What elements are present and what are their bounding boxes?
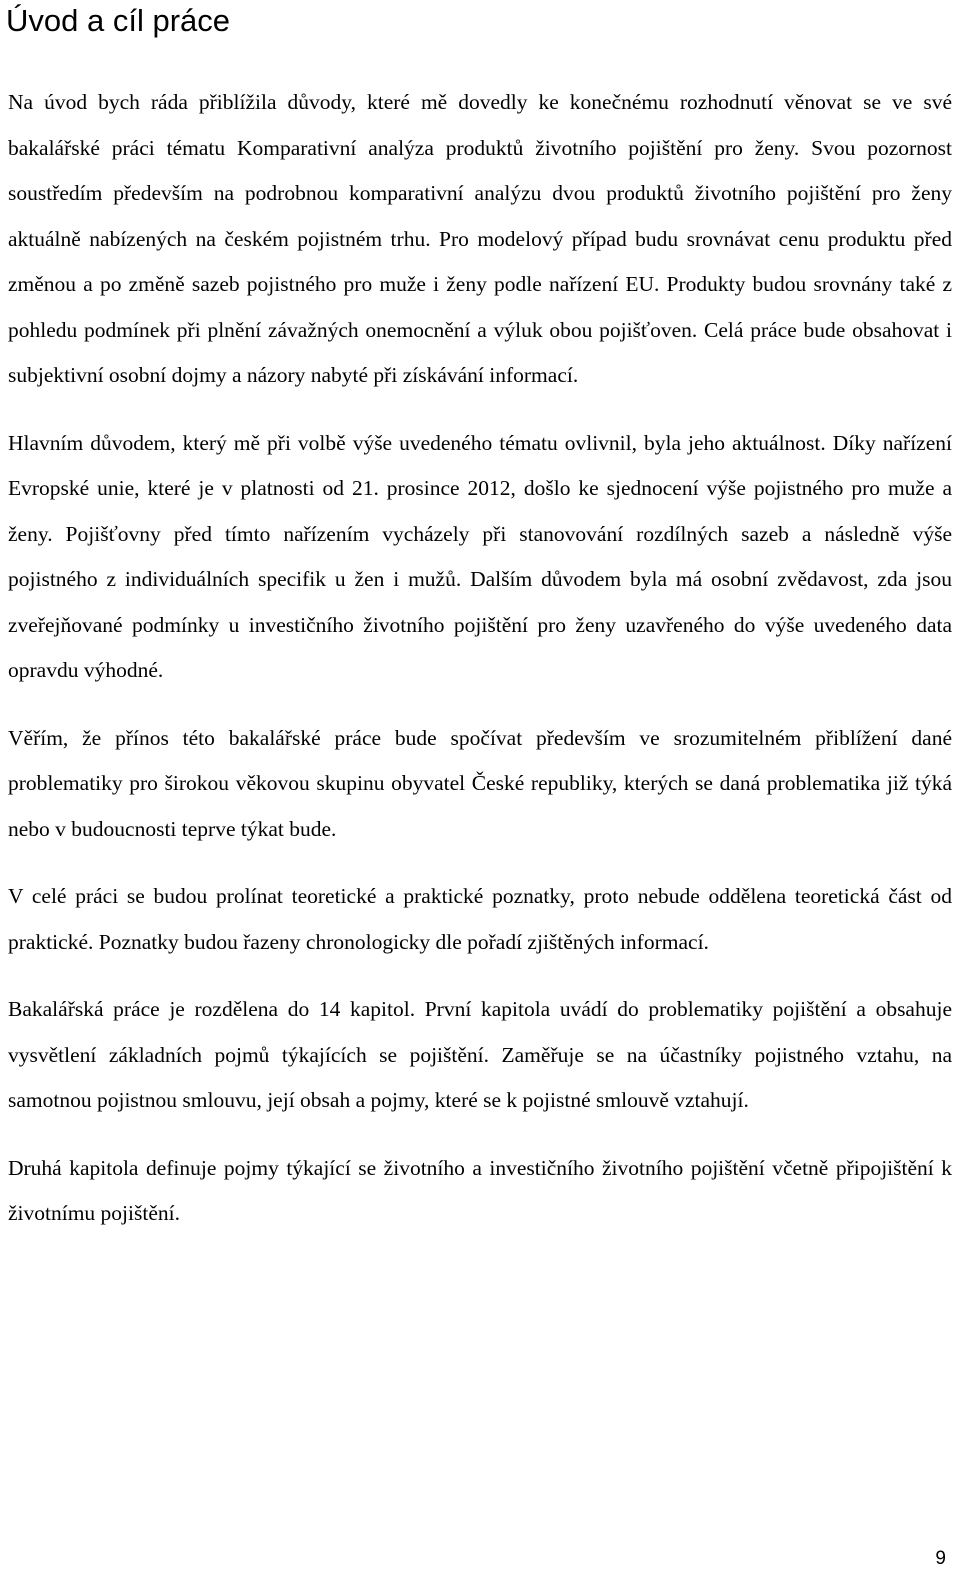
paragraph-second-chapter: Druhá kapitola definuje pojmy týkající se životního a investičního životního pojištění včetně připojištění k životnímu pojištění. — [8, 1155, 952, 1225]
paragraph-motivation: Hlavním důvodem, který mě při volbě výše uvedeného tématu ovlivnil, byla jeho aktuálnost. Díky nařízení Evropské unie, které je v platnosti od 21. prosince 2012, došlo ke sjednocení výše pojistného pro muže a ženy. Pojišťovny před tímto nařízením vycházely při stanovování rozdílných sazeb a následně výše pojistného z individuálních specifik u žen i mužů. Dalším důvodem byla má osobní zvědavost, zda jsou zveřejňované podmínky u investičního životního pojištění pro ženy uzavřeného do výše uvedeného data opravdu výhodné. — [8, 430, 952, 682]
paragraph-intro: Na úvod bych ráda přiblížila důvody, které mě dovedly ke konečnému rozhodnutí věnovat se ve své bakalářské práci tématu Komparativní analýza produktů životního pojištění pro ženy. Svou pozornost soustředím především na podrobnou komparativní analýzu dvou produktů životního pojištění pro ženy aktuálně nabízených na českém pojistném trhu. Pro modelový případ budu srovnávat cenu produktu před změnou a po změně sazeb pojistného pro muže i ženy podle nařízení EU. Produkty budou srovnány také z pohledu podmínek při plnění závažných onemocnění a výluk obou pojišťoven. Celá práce bude obsahovat i subjektivní osobní dojmy a názory nabyté při získávání informací. — [8, 90, 952, 387]
paragraph-chapters: Bakalářská práce je rozdělena do 14 kapitol. První kapitola uvádí do problematiky pojištění a obsahuje vysvětlení základních pojmů týkajících se pojištění. Zaměřuje se na účastníky pojistného vztahu, na samotnou pojistnou smlouvu, její obsah a pojmy, které se k pojistné smlouvě vztahují. — [8, 997, 952, 1112]
paragraph-structure: V celé práci se budou prolínat teoretické a praktické poznatky, proto nebude oddělena teoretická část od praktické. Poznatky budou řazeny chronologicky dle pořadí zjištěných informací. — [8, 884, 952, 954]
page-number: 9 — [935, 1548, 946, 1569]
paragraph-contribution: Věřím, že přínos této bakalářské práce bude spočívat především ve srozumitelném přiblížení dané problematiky pro širokou věkovou skupinu obyvatel České republiky, kterých se daná problematika již týká nebo v budoucnosti teprve týkat bude. — [8, 725, 952, 841]
section-heading: Úvod a cíl práce — [6, 3, 230, 38]
body-text — [8, 80, 952, 1259]
